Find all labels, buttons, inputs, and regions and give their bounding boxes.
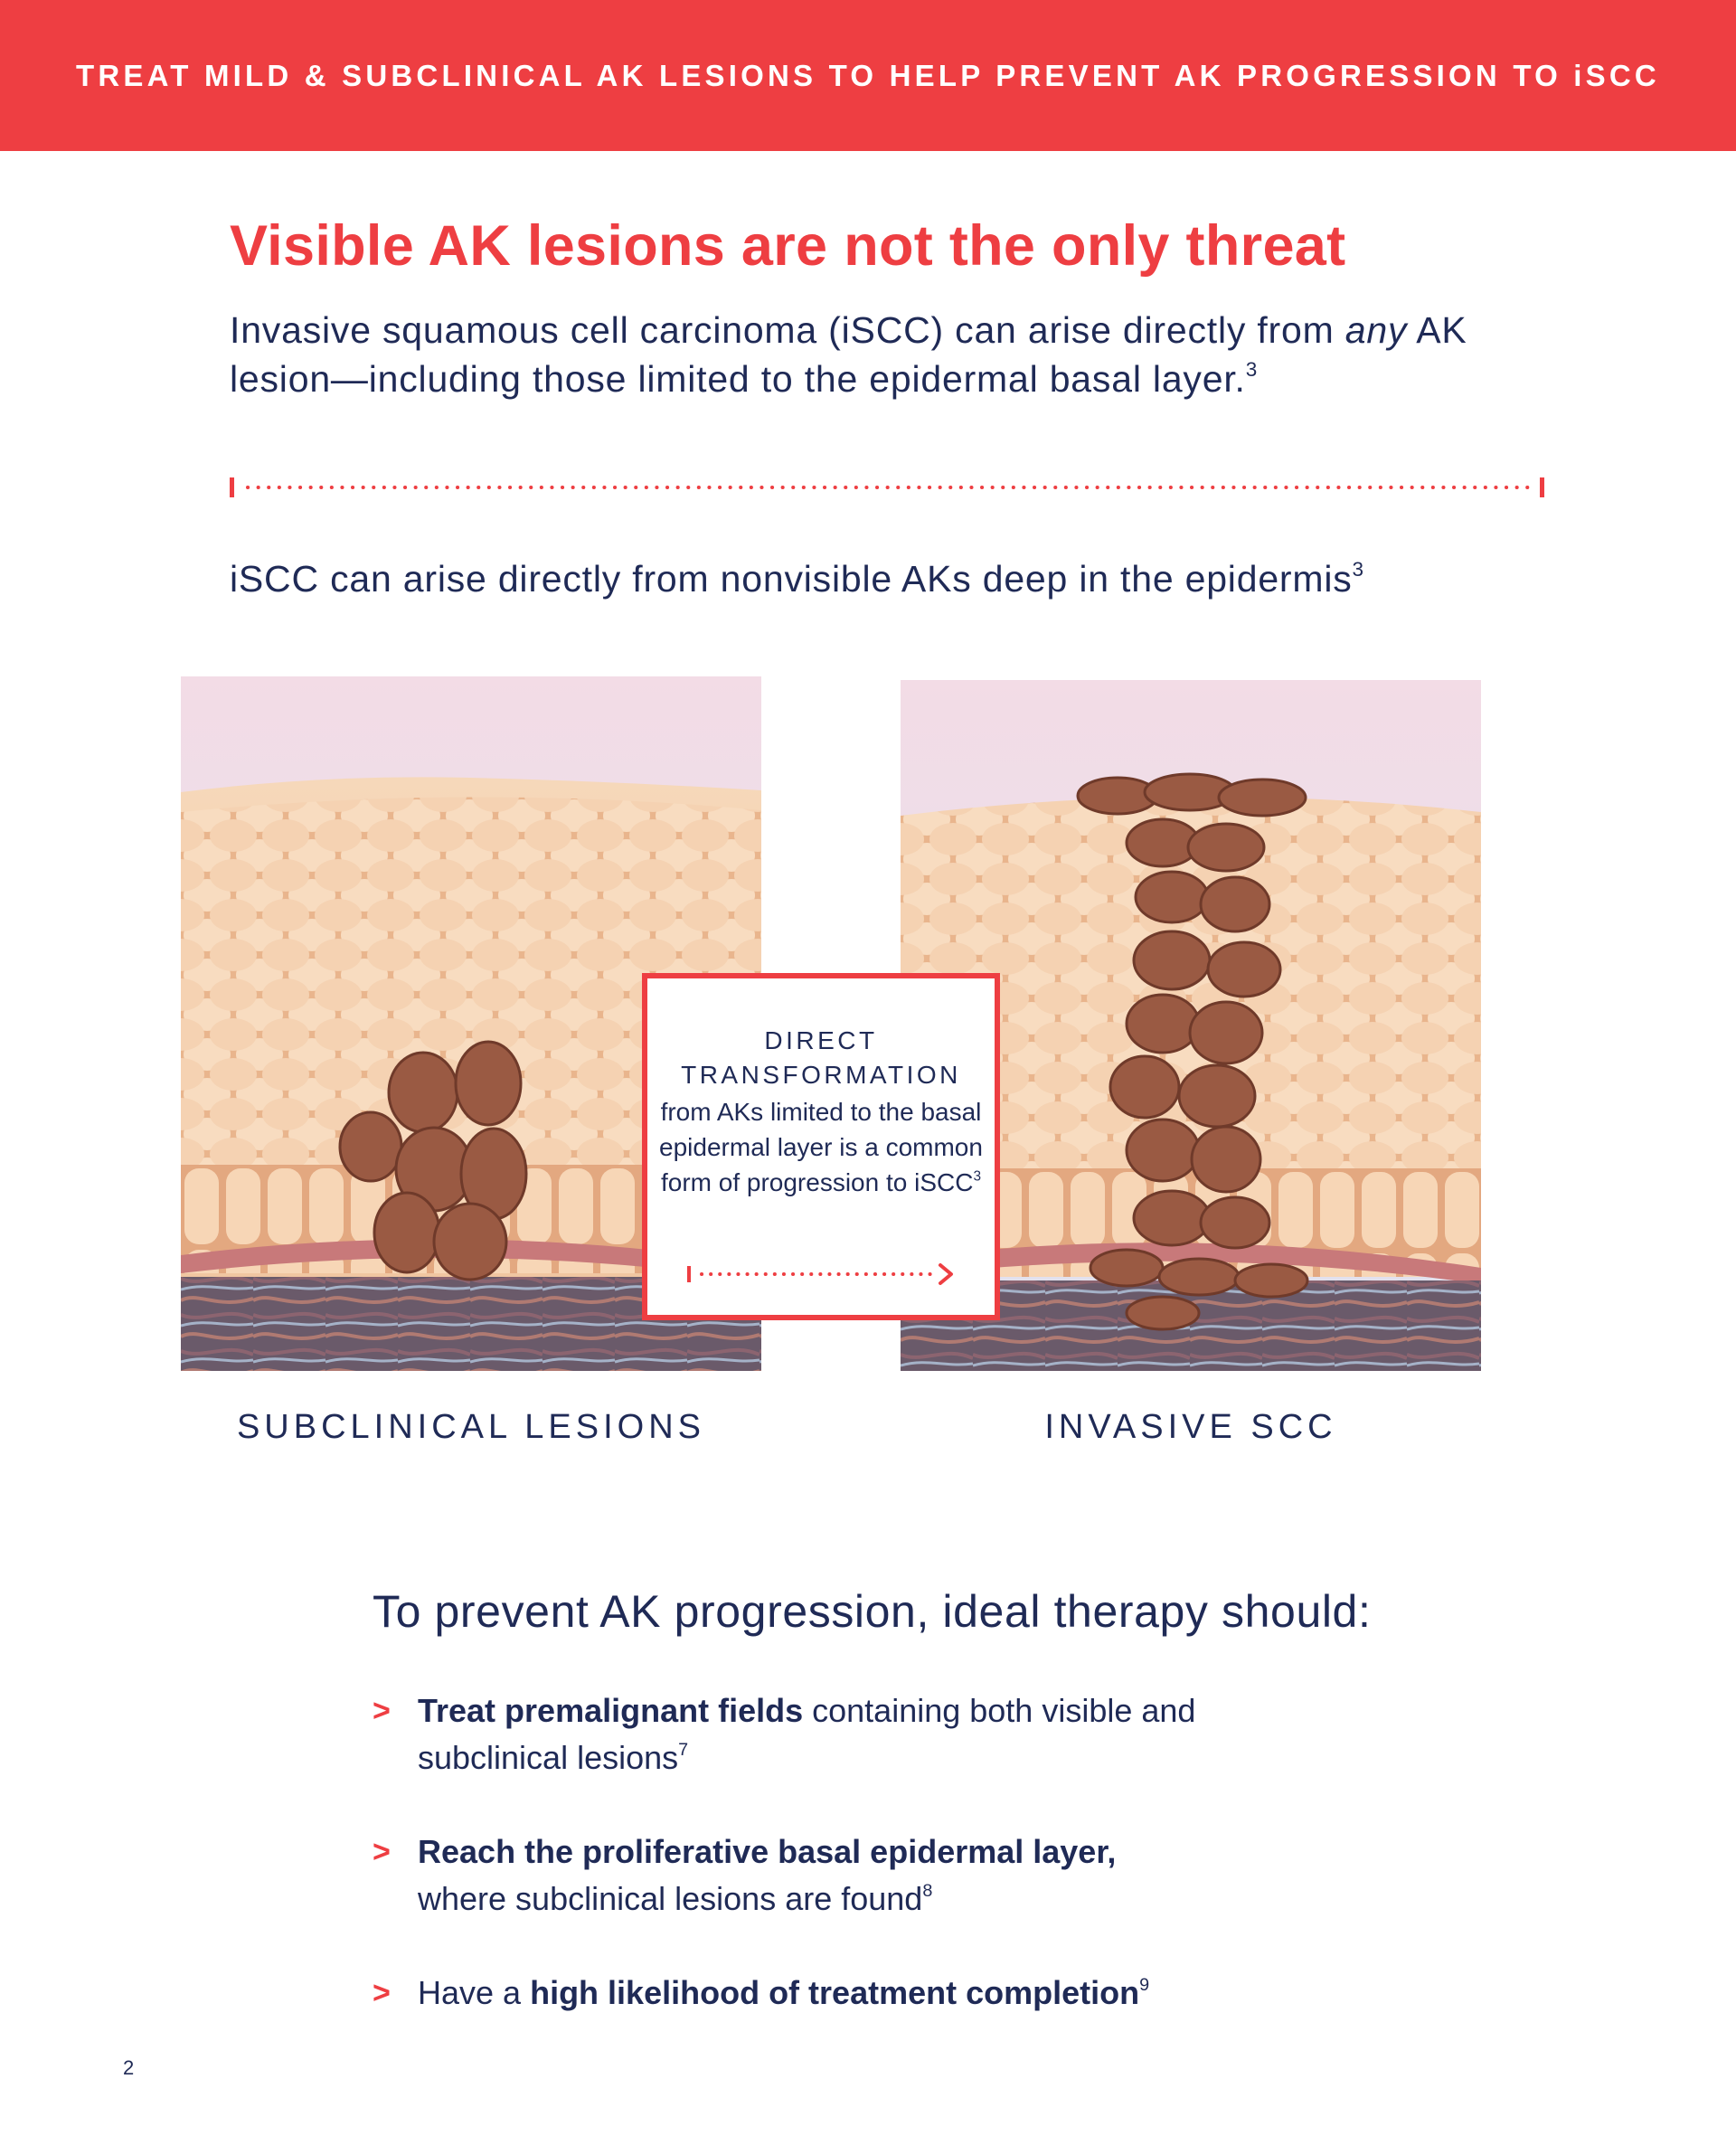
banner-text: TREAT MILD & SUBCLINICAL AK LESIONS TO HELP PREVENT AK PROGRESSION TO iSCC	[76, 58, 1660, 92]
direct-transformation-callout	[642, 973, 1000, 1320]
intro-emphasis: any	[1344, 309, 1408, 351]
page-number: 2	[123, 2056, 135, 2079]
illustration-subhead	[230, 558, 1364, 600]
callout-body	[647, 1094, 995, 1200]
bullet-text	[418, 1970, 1231, 2017]
subhead-reference: 3	[1352, 558, 1364, 581]
arrow-right-icon	[687, 1261, 958, 1288]
intro-text-part2: AK lesion—including those limited to the epidermal basal layer.	[230, 309, 1467, 400]
bullet-text	[418, 1828, 1231, 1923]
chevron-right-icon: >	[373, 1976, 391, 2010]
dotted-divider	[230, 476, 1544, 499]
bullet-reference: 9	[1139, 1975, 1150, 1996]
bullet-rest: containing both visible and subclinical lesions	[418, 1692, 1196, 1776]
bullet-text	[418, 1687, 1231, 1781]
bullet-rest: where subclinical lesions are found	[418, 1880, 923, 1917]
callout-line2: TRANSFORMATION	[681, 1061, 961, 1089]
top-banner	[0, 0, 1736, 151]
bullet-bold: high likelihood of treatment completion	[530, 1974, 1140, 2011]
bullet-bold: Treat premalignant fields	[418, 1692, 804, 1729]
page-headline: Visible AK lesions are not the only threat	[230, 214, 1346, 278]
subclinical-lesions-caption: SUBCLINICAL LESIONS	[236, 1408, 706, 1446]
intro-paragraph	[230, 306, 1514, 403]
chevron-right-icon: >	[373, 1835, 391, 1869]
bullet-reference: 8	[922, 1881, 933, 1902]
callout-line1: DIRECT	[764, 1026, 878, 1054]
invasive-scc-caption: INVASIVE SCC	[1044, 1408, 1337, 1446]
intro-reference: 3	[1245, 358, 1259, 382]
callout-body-text: from AKs limited to the basal epidermal layer is a common form of progression to iSCC	[659, 1098, 983, 1196]
callout-reference: 3	[973, 1168, 982, 1185]
ideal-therapy-title: To prevent AK progression, ideal therapy should:	[373, 1586, 1372, 1637]
intro-text-part1: Invasive squamous cell carcinoma (iSCC) can arise directly from	[230, 309, 1345, 351]
bullet-reference: 7	[678, 1740, 689, 1761]
bullet-bold: Reach the proliferative basal epidermal layer,	[418, 1833, 1117, 1870]
chevron-right-icon: >	[373, 1694, 391, 1728]
subhead-text: iSCC can arise directly from nonvisible AKs deep in the epidermis	[230, 558, 1353, 600]
bullet-prefix: Have a	[418, 1974, 531, 2011]
